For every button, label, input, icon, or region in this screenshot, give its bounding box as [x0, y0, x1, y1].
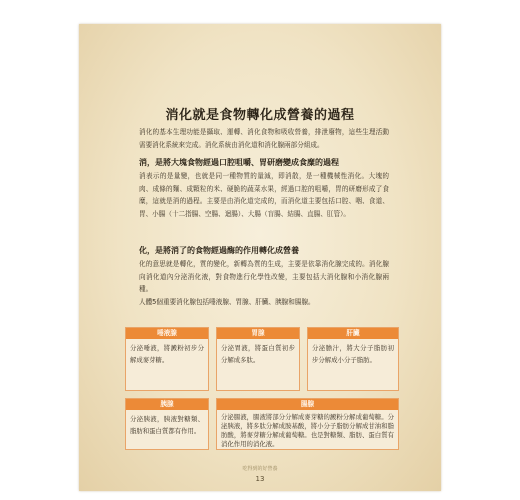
- gland-card-text: 分泌唾液，將澱粉初步分解成麥芽糖。: [130, 344, 204, 364]
- intro-paragraph: 消化的基本生理功能是攝取、運轉、消化食物和吸收營養，排泄廢物，這些生理活動需要消化系統來完成。消化系統由消化道和消化腺兩部分組成。: [139, 128, 389, 149]
- gland-card-text: 分泌腸液，腸液將部分分解成麥芽糖的澱粉分解成葡萄糖。分泌胰液，將多肽分解成胺基酸，將小分子脂肪分解成甘油和脂肪酸，將麥芽糖分解成葡萄糖。也是對糖類、脂肪、蛋白質有消化作用的消化液。: [221, 413, 394, 448]
- footer-caption: 吃得到的好營養: [242, 466, 278, 472]
- glands-note: 人體5個重要消化腺包括唾液腺、胃腺、肝臟、胰腺和腸腺。: [139, 298, 315, 306]
- section-heading-digestion: 消，是將大塊食物經過口腔咀嚼、胃研磨變成食糜的過程: [139, 158, 339, 167]
- gland-card-text: 分泌胃液，將蛋白質初步分解成多肽。: [221, 344, 295, 364]
- gland-card: [216, 398, 399, 450]
- gland-card: [216, 327, 300, 391]
- gland-card: [125, 398, 209, 450]
- page-number: 13: [255, 475, 265, 483]
- gland-card-title: 肝臟: [308, 328, 398, 339]
- page-title: 消化就是食物轉化成營養的過程: [165, 108, 355, 123]
- section-body-digestion: 消表示的是量變，也就是同一種物質的量減，即消散，是一種機械性消化。大塊的肉、成條的麵、成顆粒的米、硬脆的蔬菜水果，經過口腔的咀嚼，胃的研磨形成了食糜，這就是消的過程。主要是由消化道完成的，而消化道主要包括口腔、咽、食道、胃、小腸（十二指腸、空腸、迴腸）、大腸（盲腸、結腸、直腸、肛管）。: [139, 172, 389, 218]
- gland-card-title: 唾液腺: [126, 328, 208, 339]
- gland-card-title: 胃腺: [217, 328, 299, 339]
- section-heading-transformation: 化，是將消了的食物經過酶的作用轉化成營養: [139, 246, 299, 255]
- section-body-transformation: 化的意思就是轉化，質的變化，新轉為質的生成，主要是依靠消化腺完成的。消化腺向消化道內分泌消化液，對食物進行化學性改變，主要包括大消化腺和小消化腺兩種。: [139, 260, 389, 294]
- gland-card-title: 胰腺: [126, 399, 208, 410]
- gland-card-text: 分泌膽汁，將大分子脂肪初步分解成小分子脂肪。: [312, 344, 394, 364]
- gland-card: [307, 327, 399, 391]
- book-page: [79, 24, 441, 491]
- gland-card-text: 分泌胰液，胰液對糖類、脂肪和蛋白質都有作用。: [130, 415, 204, 435]
- gland-card-title: 腸腺: [217, 399, 398, 410]
- gland-card: [125, 327, 209, 391]
